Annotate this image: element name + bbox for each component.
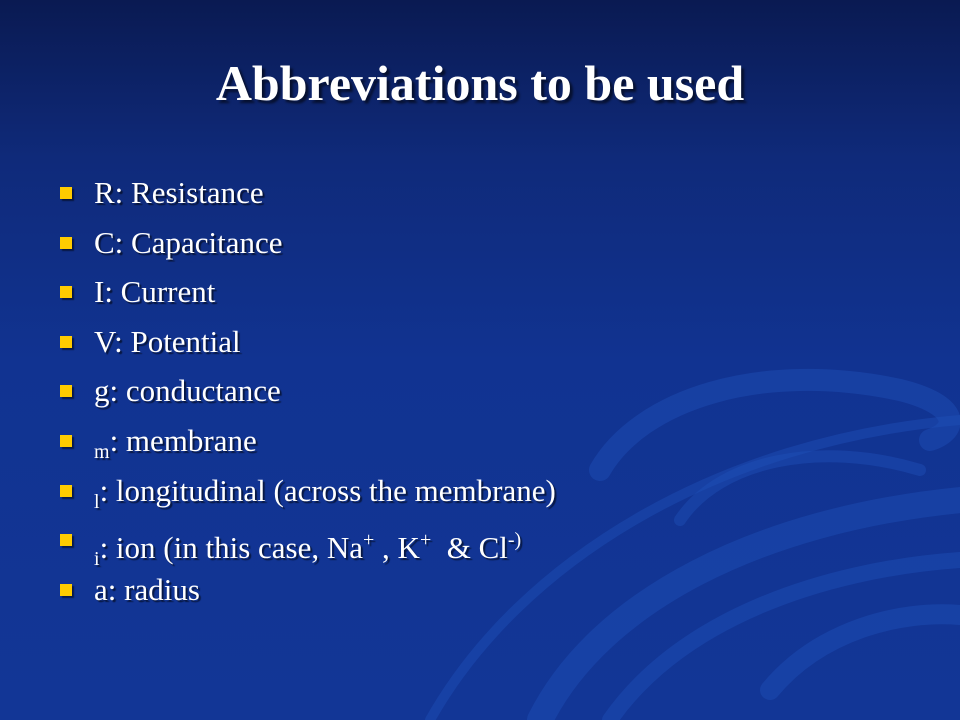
square-bullet-icon (60, 336, 72, 348)
list-item-text: a: radius (94, 571, 200, 607)
list-item-text: C: Capacitance (94, 224, 283, 260)
square-bullet-icon (60, 584, 72, 596)
list-item-text (94, 522, 521, 577)
ion-text-k: , K (374, 530, 420, 566)
square-bullet-icon (60, 435, 72, 447)
superscript-k: + (419, 529, 432, 552)
membrane-text: : membrane (109, 422, 257, 458)
square-bullet-icon (60, 485, 72, 497)
ion-text-cl: & Cl (431, 530, 508, 566)
list-item-text (94, 423, 257, 470)
list-item-text: V: Potential (94, 323, 241, 359)
square-bullet-icon (60, 187, 72, 199)
superscript-na: + (363, 529, 375, 552)
list-item-text: g: conductance (94, 373, 281, 409)
subscript-l: l (94, 490, 100, 513)
ion-text: : ion (in this case, Na (99, 530, 364, 566)
superscript-cl: -) (507, 529, 522, 552)
square-bullet-icon (60, 534, 72, 546)
list-item-text: R: Resistance (94, 175, 264, 210)
list-item-text (94, 473, 556, 520)
list-item-text: I: Current (94, 274, 216, 310)
square-bullet-icon (60, 286, 72, 298)
longitudinal-text: : longitudinal (across the membrane) (99, 472, 556, 508)
slide-title: Abbreviations to be used (215, 55, 745, 111)
square-bullet-icon (60, 237, 72, 249)
subscript-m: m (94, 440, 110, 463)
subscript-i: i (94, 548, 100, 571)
square-bullet-icon (60, 385, 72, 397)
